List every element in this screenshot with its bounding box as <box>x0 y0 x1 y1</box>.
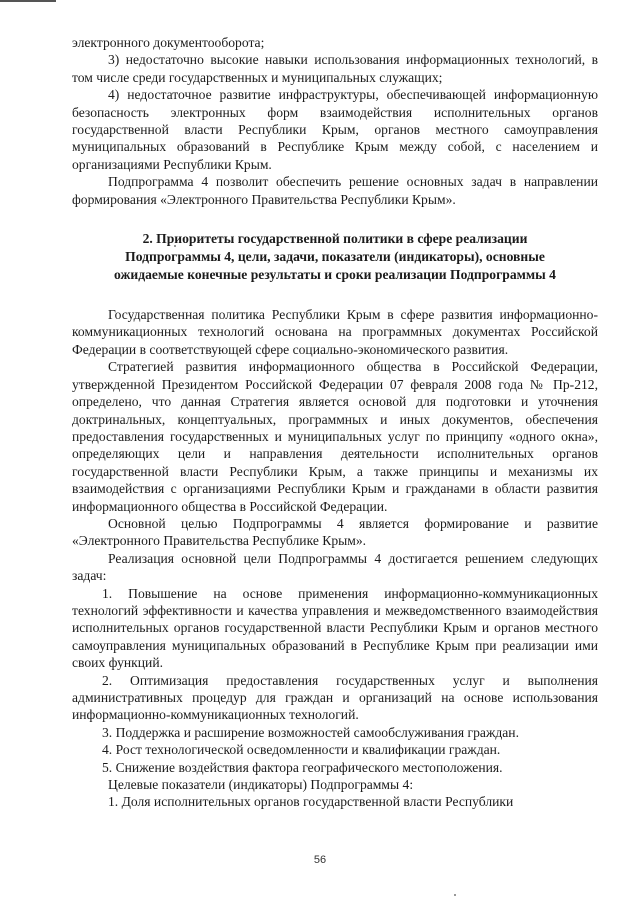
body-paragraph: Стратегией развития информационного общества в Российской Федерации, утвержденной Президентом Российской Федерации 07 февраля 2008 года № Пр-212, определено, что данная Стратегия является основой для подготовки и уточнения доктринальных, концептуальных, программных и иных документов, обеспечения предоставления государственных и муниципальных услуг по принципу «одного окна», определяющих цели и направления деятельности исполнительных органов государственной власти Республики Крым, а также принципы и механизмы их взаимодействия с организациями Республики Крым и гражданами в области развития информационного общества в Российской Федерации. <box>72 359 598 514</box>
body-paragraph: Основной целью Подпрограммы 4 является формирование и развитие «Электронного Правительства Республике Крым». <box>72 515 598 549</box>
top-rule <box>0 0 56 2</box>
problem-item-4: 4) недостаточное развитие инфраструктуры, обеспечивающей информационную безопасность электронных форм взаимодействия исполнительных органов государственной власти Республики Крым, органов местного самоуправления муниципальных образований в Республике Крым между собой, с населением и организациями Республики Крым. <box>72 87 598 172</box>
summary-paragraph: Подпрограмма 4 позволит обеспечить решение основных задач в направлении формирования «Электронного Правительства Республики Крым». <box>72 174 598 207</box>
task-item: 2. Оптимизация предоставления государственных услуг и выполнения административных процедур для граждан и организаций на основе использования информационно-коммуникационных технологий. <box>72 672 598 723</box>
task-item: 3. Поддержка и расширение возможностей самообслуживания граждан. <box>102 724 519 740</box>
scan-speck <box>454 894 456 896</box>
problem-item-3: 3) недостаточно высокие навыки использования информационных технологий, в том числе среди государственных и муниципальных служащих; <box>72 52 598 85</box>
section-heading-line: Подпрограммы 4, цели, задачи, показатели (индикаторы), основные <box>125 249 545 265</box>
indicators-intro: Целевые показатели (индикаторы) Подпрограммы 4: <box>108 777 414 793</box>
indicator-item: 1. Доля исполнительных органов государственной власти Республики <box>108 794 514 810</box>
paragraph-continuation: электронного документооборота; <box>72 35 265 50</box>
section-heading-line: 2. Приоритеты государственной политики в сфере реализации <box>142 231 528 247</box>
document-page <box>72 34 598 811</box>
body-paragraph: Реализация основной цели Подпрограммы 4 достигается решением следующих задач: <box>72 550 598 584</box>
task-item: 1. Повышение на основе применения информационно-коммуникационных технологий эффективности и качества управления и межведомственного взаимодействия исполнительных органов государственной власти Республики Крым и органов местного самоуправления муниципальных образований в Республике Крым при реализации ими своих функций. <box>72 585 598 671</box>
task-item: 4. Рост технологической осведомленности и квалификации граждан. <box>102 742 501 758</box>
page-number: 56 <box>313 854 327 866</box>
body-paragraph: Государственная политика Республики Крым в сфере развития информационно-коммуникационных технологий основана на программных документах Российской Федерации в соответствующей сфере социально-экономического развития. <box>72 307 598 357</box>
task-list <box>72 585 598 776</box>
section-heading <box>72 230 598 284</box>
section-heading-line: ожидаемые конечные результаты и сроки реализации Подпрограммы 4 <box>114 267 556 283</box>
task-item: 5. Снижение воздействия фактора географического местоположения. <box>102 759 503 775</box>
